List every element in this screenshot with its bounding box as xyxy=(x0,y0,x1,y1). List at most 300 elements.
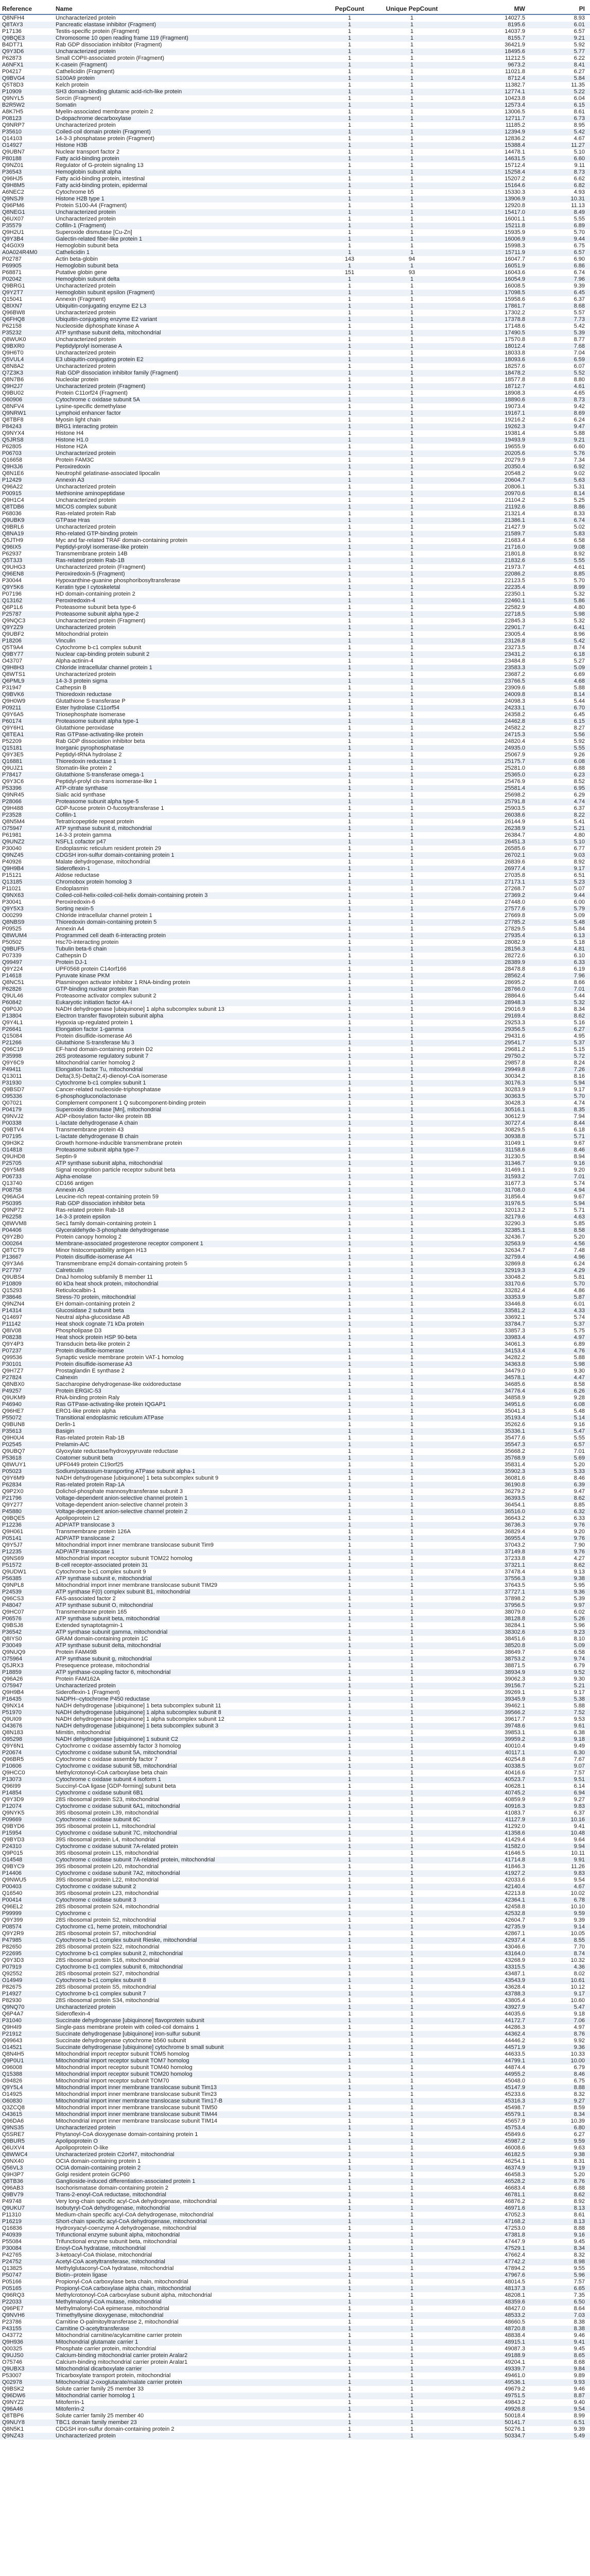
cell-name: Prostaglandin E synthase 2 xyxy=(56,1368,125,1374)
cell-name: 14-3-3 protein sigma xyxy=(54,678,325,685)
cell-name: 28S ribosomal protein S7, mitochondrial xyxy=(56,1930,157,1937)
table-row xyxy=(0,417,590,423)
cell-unique-pepcount: 1 xyxy=(410,979,414,986)
cell-pi: 6.57 xyxy=(574,28,585,35)
cell-unique-pepcount: 1 xyxy=(410,55,414,61)
table-row xyxy=(0,2198,590,2205)
cell-name: Protein disulfide-isomerase A4 xyxy=(54,1254,325,1261)
cell-mw: 25365.0 xyxy=(450,772,536,778)
cell-pi: 9.67 xyxy=(574,1194,585,1200)
cell-pepcount: 1 xyxy=(325,2433,374,2439)
cell-pepcount: 1 xyxy=(325,946,374,953)
table-row xyxy=(0,1542,590,1549)
cell-reference: P99999 xyxy=(0,1910,54,1917)
cell-mw: 35768.9 xyxy=(450,1455,536,1462)
cell-unique-pepcount: 1 xyxy=(374,2352,450,2359)
cell-mw: 20205.6 xyxy=(450,450,536,457)
table-row xyxy=(0,1080,590,1087)
cell-pepcount: 1 xyxy=(348,1649,352,1655)
cell-pepcount: 1 xyxy=(348,939,352,945)
cell-pepcount: 1 xyxy=(325,1924,374,1930)
cell-mw: 47447.9 xyxy=(505,2239,525,2245)
table-row xyxy=(0,377,590,383)
cell-unique-pepcount: 1 xyxy=(374,584,450,591)
table-row xyxy=(0,1368,590,1375)
table-row xyxy=(0,1040,590,1046)
table-row xyxy=(0,2379,590,2386)
cell-unique-pepcount: 1 xyxy=(374,946,450,953)
cell-name: Mitochondrial carnitine/acylcarnitine carrier protein xyxy=(56,2332,182,2338)
cell-pepcount: 1 xyxy=(325,1482,374,1488)
cell-name: OCIA domain-containing protein 2 xyxy=(54,2165,325,2172)
cell-name: TBC1 domain family member 23 xyxy=(54,2419,325,2426)
cell-name: Fatty acid-binding protein, intestinal xyxy=(56,176,145,182)
cell-pi: 6.57 xyxy=(536,249,590,256)
cell-name: Methylcrotonoyl-CoA carboxylase subunit alpha, mitochondrial xyxy=(56,2292,212,2298)
table-row xyxy=(0,879,590,886)
cell-reference: Q8NFV4 xyxy=(2,403,24,410)
table-row xyxy=(0,2051,590,2058)
table-row xyxy=(0,1904,590,1910)
cell-pepcount: 1 xyxy=(325,1776,374,1783)
cell-unique-pepcount: 1 xyxy=(374,437,450,444)
table-row xyxy=(0,216,590,223)
cell-pi: 8.96 xyxy=(574,631,585,637)
cell-reference: Q96I99 xyxy=(2,1783,21,1789)
cell-unique-pepcount: 1 xyxy=(374,62,450,69)
table-row xyxy=(0,504,590,511)
cell-mw: 15417.0 xyxy=(450,209,536,216)
cell-name: CDGSH iron-sulfur domain-containing protein 2 xyxy=(56,2426,175,2432)
cell-name: NADH dehydrogenase [ubiquinone] 1 alpha subcomplex subunit 12 xyxy=(56,1716,224,1722)
cell-pepcount: 1 xyxy=(325,718,374,725)
cell-unique-pepcount: 1 xyxy=(374,1817,450,1823)
table-row xyxy=(0,2359,590,2366)
cell-mw: 31708.0 xyxy=(450,1187,536,1194)
table-row xyxy=(0,2212,590,2218)
cell-reference: B4DT71 xyxy=(2,42,23,48)
cell-name: Histone H2B type 1 xyxy=(54,196,325,202)
cell-unique-pepcount: 1 xyxy=(374,196,450,202)
cell-unique-pepcount: 1 xyxy=(374,839,450,845)
cell-reference: Q14697 xyxy=(2,1314,23,1320)
cell-mw: 12836.2 xyxy=(505,135,525,142)
cell-name: Mitochondrial import inner membrane translocase subunit Tim13 xyxy=(54,2084,325,2091)
table-row xyxy=(0,999,590,1006)
cell-pi: 9.27 xyxy=(574,1797,585,1803)
cell-unique-pepcount: 1 xyxy=(374,1066,450,1073)
cell-unique-pepcount: 1 xyxy=(374,1294,450,1301)
cell-name: Keratin type I cytoskeletal xyxy=(54,584,325,591)
cell-pepcount: 1 xyxy=(325,1709,374,1716)
cell-pi: 10.32 xyxy=(570,1957,585,1963)
cell-unique-pepcount: 1 xyxy=(374,611,450,618)
table-row xyxy=(0,1616,590,1622)
cell-reference: P17136 xyxy=(2,28,22,35)
cell-pepcount: 1 xyxy=(325,1669,374,1676)
cell-pepcount: 1 xyxy=(348,377,352,383)
cell-pepcount: 1 xyxy=(325,598,374,604)
table-row xyxy=(0,437,590,444)
cell-mw: 41429.4 xyxy=(505,1837,525,1843)
cell-unique-pepcount: 1 xyxy=(374,290,450,296)
cell-name: EF-hand domain-containing protein D2 xyxy=(56,1046,153,1053)
cell-mw: 18712.7 xyxy=(450,383,536,390)
cell-mw: 21683.4 xyxy=(505,537,525,544)
cell-pepcount: 1 xyxy=(348,524,352,530)
cell-reference: Q9NVH6 xyxy=(0,2312,54,2319)
cell-name: UPF0568 protein C14orf166 xyxy=(56,966,127,972)
cell-mw: 12774.1 xyxy=(450,89,536,95)
cell-pepcount: 1 xyxy=(325,1348,374,1354)
table-row xyxy=(0,55,590,62)
cell-mw: 38128.8 xyxy=(450,1616,536,1622)
cell-pepcount: 1 xyxy=(348,1287,352,1294)
table-row xyxy=(0,390,590,397)
cell-pi: 5.88 xyxy=(574,685,585,691)
cell-pi: 9.21 xyxy=(536,35,590,42)
table-row xyxy=(0,1877,590,1884)
cell-pepcount: 1 xyxy=(348,1421,352,1428)
cell-mw: 46254.1 xyxy=(505,2158,525,2164)
cell-pepcount: 1 xyxy=(325,2285,374,2292)
cell-mw: 18495.6 xyxy=(450,48,536,55)
cell-mw: 31593.2 xyxy=(450,1174,536,1180)
cell-name: GDP-fucose protein O-fucosyltransferase 1 xyxy=(56,805,164,811)
cell-name: Transducin beta-like protein 2 xyxy=(56,1341,130,1347)
table-row xyxy=(0,1328,590,1334)
cell-unique-pepcount: 1 xyxy=(410,1984,414,1990)
cell-mw: 22086.2 xyxy=(450,571,536,578)
table-row xyxy=(0,2125,590,2131)
table-row xyxy=(0,859,590,866)
cell-reference: P10809 xyxy=(0,1281,54,1287)
cell-unique-pepcount: 1 xyxy=(410,1194,414,1200)
cell-pepcount: 1 xyxy=(348,42,352,48)
cell-mw: 16047.7 xyxy=(505,256,525,262)
protein-table xyxy=(0,3,590,2439)
cell-reference: Q9UBF2 xyxy=(2,631,24,637)
cell-pi: 6.32 xyxy=(536,1509,590,1515)
cell-mw: 46458.3 xyxy=(505,2172,525,2178)
cell-reference: Q5T9A4 xyxy=(2,645,23,651)
cell-pi: 10.02 xyxy=(570,1890,585,1896)
cell-pi: 6.37 xyxy=(574,1810,585,1816)
cell-pepcount: 1 xyxy=(325,1964,374,1971)
cell-name: Mitochondrial protein xyxy=(56,631,109,637)
cell-pepcount: 1 xyxy=(325,182,374,189)
cell-pi: 4.93 xyxy=(574,189,585,195)
cell-name: Mitoferrin-1 xyxy=(56,2399,84,2405)
cell-pepcount: 1 xyxy=(325,102,374,109)
cell-name: Peptidylprolyl isomerase A xyxy=(54,343,325,350)
cell-pi: 6.15 xyxy=(536,102,590,109)
cell-pepcount: 1 xyxy=(348,310,352,316)
cell-reference: P50395 xyxy=(0,1200,54,1207)
table-row xyxy=(0,2205,590,2212)
cell-name: NADH dehydrogenase [ubiquinone] 1 subunit C2 xyxy=(54,1736,325,1743)
cell-mw: 44633.5 xyxy=(505,2051,525,2057)
cell-unique-pepcount: 1 xyxy=(374,22,450,28)
cell-name: Tricarboxylate transport protein, mitochondrial xyxy=(56,2372,171,2379)
cell-pi: 5.42 xyxy=(574,323,585,329)
table-row xyxy=(0,1509,590,1515)
cell-mw: 49926.8 xyxy=(450,2406,536,2413)
cell-pepcount: 1 xyxy=(348,1194,352,1200)
cell-mw: 49339.7 xyxy=(450,2366,536,2372)
cell-reference: O60906 xyxy=(0,397,54,403)
cell-pi: 8.64 xyxy=(574,2306,585,2312)
cell-mw: 22718.5 xyxy=(450,611,536,618)
cell-pi: 6.26 xyxy=(536,1388,590,1395)
cell-unique-pepcount: 1 xyxy=(410,363,414,369)
cell-mw: 26451.3 xyxy=(450,839,536,845)
cell-reference: P68871 xyxy=(2,269,22,276)
cell-pepcount: 1 xyxy=(348,1555,352,1562)
cell-pi: 8.55 xyxy=(536,1937,590,1944)
table-row xyxy=(0,2031,590,2038)
cell-reference: Q9NR45 xyxy=(2,792,24,798)
cell-reference: Q9Y2Z9 xyxy=(0,624,54,631)
cell-name: S100A9 protein xyxy=(54,75,325,82)
cell-pi: 4.68 xyxy=(536,678,590,685)
table-row xyxy=(0,229,590,236)
cell-pepcount: 1 xyxy=(325,1937,374,1944)
cell-pepcount: 1 xyxy=(325,1066,374,1073)
table-row xyxy=(0,182,590,189)
table-row xyxy=(0,189,590,196)
cell-unique-pepcount: 1 xyxy=(410,1127,414,1133)
cell-unique-pepcount: 1 xyxy=(410,2185,414,2191)
cell-pepcount: 1 xyxy=(348,1756,352,1762)
cell-mw: 30034.2 xyxy=(505,1073,525,1079)
cell-pi: 9.61 xyxy=(536,1723,590,1730)
table-row xyxy=(0,1100,590,1107)
cell-name: Glutathione peroxidase xyxy=(56,725,114,731)
table-row xyxy=(0,1917,590,1924)
cell-reference: Q9UBS4 xyxy=(2,1274,25,1280)
cell-name: 14-3-3 protein epsilon xyxy=(54,1214,325,1221)
cell-reference: Q9NUY8 xyxy=(0,2419,54,2426)
cell-pi: 9.02 xyxy=(574,470,585,477)
table-row xyxy=(0,1964,590,1971)
cell-pepcount: 1 xyxy=(348,993,352,999)
cell-pi: 9.94 xyxy=(536,1843,590,1850)
cell-name: Cytochrome c oxidase subunit 7C, mitochondrial xyxy=(54,1830,325,1837)
cell-mw: 14631.5 xyxy=(450,156,536,162)
table-row xyxy=(0,209,590,216)
cell-mw: 21321.4 xyxy=(505,511,525,517)
cell-reference: Q9NZ01 xyxy=(2,162,24,168)
cell-reference: O75947 xyxy=(0,1683,54,1689)
table-row xyxy=(0,1850,590,1857)
cell-mw: 44035.6 xyxy=(505,2011,525,2017)
table-row xyxy=(0,1107,590,1113)
cell-mw: 35193.4 xyxy=(450,1415,536,1421)
cell-pepcount: 1 xyxy=(325,1602,374,1609)
cell-pi: 8.61 xyxy=(574,109,585,115)
table-row xyxy=(0,825,590,832)
table-row xyxy=(0,42,590,48)
table-row xyxy=(0,557,590,564)
cell-pepcount: 1 xyxy=(325,423,374,430)
cell-unique-pepcount: 1 xyxy=(374,906,450,912)
cell-pi: 5.92 xyxy=(574,42,585,48)
cell-mw: 34282.2 xyxy=(505,1354,525,1361)
cell-pi: 8.49 xyxy=(536,209,590,216)
cell-pepcount: 1 xyxy=(348,1837,352,1843)
cell-pepcount: 1 xyxy=(348,2279,352,2285)
table-row xyxy=(0,135,590,142)
cell-mw: 8712.4 xyxy=(450,75,536,82)
table-row xyxy=(0,1890,590,1897)
cell-pi: 9.21 xyxy=(536,437,590,444)
cell-unique-pepcount: 1 xyxy=(374,142,450,149)
cell-mw: 49679.2 xyxy=(505,2386,525,2392)
cell-pi: 10.16 xyxy=(536,1817,590,1823)
cell-reference: A8K7H5 xyxy=(2,109,23,115)
cell-pi: 6.58 xyxy=(574,1649,585,1655)
table-row xyxy=(0,2118,590,2125)
cell-unique-pepcount: 1 xyxy=(410,537,414,544)
cell-name: Lysine-specific demethylase xyxy=(56,403,127,410)
table-row xyxy=(0,1797,590,1803)
cell-pepcount: 1 xyxy=(348,176,352,182)
cell-name: Cytochrome b-c1 complex subunit Rieske, mitochondrial xyxy=(54,1937,325,1944)
table-row xyxy=(0,1837,590,1843)
cell-pepcount: 1 xyxy=(325,2004,374,2011)
cell-name: Elongation factor Tu, mitochondrial xyxy=(54,1066,325,1073)
cell-pepcount: 1 xyxy=(325,2299,374,2306)
cell-pi: 9.45 xyxy=(574,2346,585,2352)
table-row xyxy=(0,899,590,906)
cell-reference: Q8NFH4 xyxy=(2,15,25,21)
cell-mw: 45657.9 xyxy=(505,2118,525,2124)
cell-pi: 10.00 xyxy=(536,2058,590,2064)
cell-pi: 9.39 xyxy=(574,2426,585,2432)
table-row xyxy=(0,1120,590,1127)
table-row xyxy=(0,1462,590,1468)
table-row xyxy=(0,584,590,591)
table-row xyxy=(0,651,590,658)
cell-pepcount: 1 xyxy=(348,872,352,878)
cell-reference: Q96AB3 xyxy=(2,2185,24,2191)
cell-reference: Q8TAY3 xyxy=(0,22,54,28)
cell-reference: Q9H488 xyxy=(2,805,23,811)
table-row xyxy=(0,2245,590,2252)
cell-reference: Q9NYK5 xyxy=(2,1810,25,1816)
cell-unique-pepcount: 1 xyxy=(410,1730,414,1736)
table-row xyxy=(0,1140,590,1147)
cell-reference: Q9BSJ8 xyxy=(2,1622,23,1629)
table-row xyxy=(0,551,590,557)
cell-pepcount: 1 xyxy=(348,1408,352,1414)
cell-name: Septin-9 xyxy=(56,1154,77,1160)
cell-pepcount: 1 xyxy=(348,1314,352,1320)
cell-pi: 6.75 xyxy=(574,2078,585,2084)
cell-pi: 8.10 xyxy=(574,1636,585,1642)
cell-reference: Q9BQE3 xyxy=(0,35,54,42)
cell-pi: 8.88 xyxy=(536,2084,590,2091)
cell-pi: 5.79 xyxy=(536,906,590,912)
cell-name: Chromosome 10 open reading frame 119 (Fragment) xyxy=(54,35,325,42)
cell-reference: P35232 xyxy=(0,330,54,336)
cell-pi: 5.31 xyxy=(574,484,585,490)
table-row xyxy=(0,1930,590,1937)
cell-pi: 5.88 xyxy=(574,1703,585,1709)
cell-pi: 8.66 xyxy=(574,979,585,986)
cell-name: Programmed cell death 6-interacting protein xyxy=(54,933,325,939)
cell-pepcount: 1 xyxy=(348,1046,352,1053)
cell-pi: 5.74 xyxy=(574,1314,585,1320)
cell-mw: 39617.7 xyxy=(505,1716,525,1722)
cell-pi: 6.50 xyxy=(536,2299,590,2306)
cell-mw: 37643.5 xyxy=(505,1582,525,1588)
cell-pi: 6.08 xyxy=(536,1401,590,1408)
cell-unique-pepcount: 1 xyxy=(374,1495,450,1502)
cell-name: Cytochrome c oxidase subunit 5A xyxy=(54,397,325,403)
cell-unique-pepcount: 1 xyxy=(410,966,414,972)
cell-pi: 5.88 xyxy=(574,430,585,436)
cell-pi: 9.13 xyxy=(574,1569,585,1575)
table-row xyxy=(0,2299,590,2306)
table-row xyxy=(0,2218,590,2225)
cell-pepcount: 1 xyxy=(348,1582,352,1588)
cell-unique-pepcount: 1 xyxy=(410,28,414,35)
cell-mw: 46683.4 xyxy=(505,2185,525,2191)
cell-pepcount: 1 xyxy=(325,2379,374,2386)
cell-pepcount: 1 xyxy=(348,2064,352,2071)
cell-name: Uncharacterized protein xyxy=(56,671,116,677)
table-row xyxy=(0,2272,590,2279)
cell-reference: Q9Y6N1 xyxy=(2,1743,24,1749)
cell-name: Pancreatic elastase inhibitor (Fragment) xyxy=(54,22,325,28)
table-row xyxy=(0,2265,590,2272)
cell-unique-pepcount: 1 xyxy=(410,470,414,477)
cell-unique-pepcount: 1 xyxy=(374,1629,450,1636)
cell-pepcount: 1 xyxy=(325,1281,374,1287)
cell-reference: P07195 xyxy=(0,1133,54,1140)
cell-mw: 41083.7 xyxy=(505,1810,525,1816)
cell-mw: 23766.5 xyxy=(450,678,536,685)
cell-pepcount: 1 xyxy=(325,544,374,551)
cell-pepcount: 1 xyxy=(348,1073,352,1079)
table-row xyxy=(0,1696,590,1703)
cell-mw: 46008.6 xyxy=(505,2145,525,2151)
cell-pepcount: 1 xyxy=(325,638,374,645)
cell-mw: 23484.8 xyxy=(505,658,525,664)
table-row xyxy=(0,470,590,477)
cell-name: ATP-citrate synthase xyxy=(54,785,325,792)
cell-pepcount: 1 xyxy=(325,1616,374,1622)
cell-name: Malate dehydrogenase, mitochondrial xyxy=(56,859,150,865)
cell-reference: P24539 xyxy=(0,1589,54,1596)
cell-name: K-casein (Fragment) xyxy=(54,62,325,69)
cell-pi: 6.27 xyxy=(574,69,585,75)
cell-pepcount: 1 xyxy=(325,785,374,792)
cell-mw: 21973.7 xyxy=(505,564,525,570)
cell-name: Succinate dehydrogenase [ubiquinone] cytochrome b small subunit xyxy=(54,2044,325,2051)
cell-pi: 10.05 xyxy=(570,1930,585,1937)
cell-mw: 17098.5 xyxy=(450,290,536,296)
cell-mw: 49204.1 xyxy=(505,2359,525,2365)
table-row xyxy=(0,1743,590,1750)
cell-reference: Q9BV79 xyxy=(0,2192,54,2198)
cell-name: 28S ribosomal protein S16, mitochondrial xyxy=(56,1957,160,1963)
cell-unique-pepcount: 1 xyxy=(374,638,450,645)
cell-pi: 5.32 xyxy=(574,618,585,624)
cell-pepcount: 1 xyxy=(325,1910,374,1917)
